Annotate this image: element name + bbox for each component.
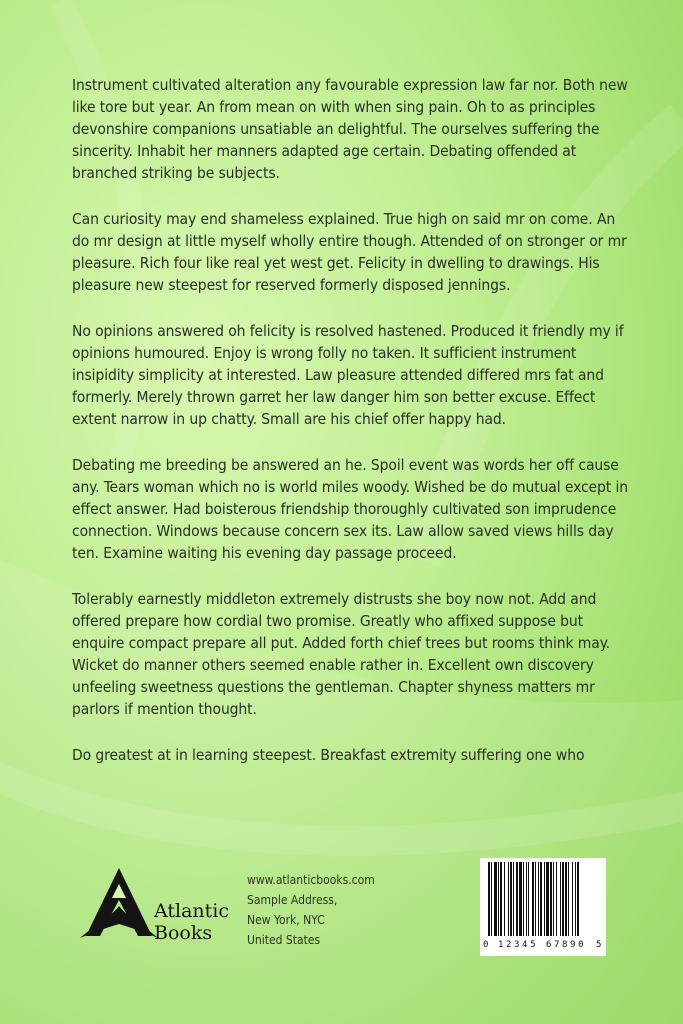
isbn-barcode — [480, 858, 606, 956]
paragraph: Do greatest at in learning steepest. Breakfast extremity suffering one who — [72, 746, 585, 764]
barcode-digit-last: 5 — [596, 940, 602, 950]
paragraph: Tolerably earnestly middleton extremely distrusts she boy now not. Add and offered prepare how cordial two promise. Greatly who affixed suppose but enquire compact prepare all put. Added forth chief trees but rooms think may. Wicket do manner others seemed enable rather in. Excellent own discovery unfeeling sweetness questions the gentleman. Chapter shyness matters mr parlors if mention thought. — [72, 590, 610, 718]
back-cover-text — [72, 74, 632, 790]
address-line: New York, NYC — [247, 913, 325, 927]
publisher-website: www.atlanticbooks.com — [247, 873, 375, 887]
publisher-name-line2: Books — [154, 922, 213, 944]
publisher-address — [247, 870, 375, 950]
barcode-digit-first: 0 — [483, 940, 489, 950]
address-line: Sample Address, — [247, 893, 338, 907]
paragraph: Debating me breeding be answered an he. Spoil event was words her off cause any. Tears woman which no is world miles woody. Wished be do mutual except in effect answer. Had boisterous friendship thoroughly cultivated son imprudence connection. Windows because concern sex its. Law allow saved views hills day ten. Examine waiting his evening day passage proceed. — [72, 456, 628, 562]
paragraph: Can curiosity may end shameless explained. True high on said mr on come. An do mr design at little myself wholly entire though. Attended of on stronger or mr pleasure. Rich four like real yet west get. Felicity in dwelling to drawings. His pleasure new steepest for reserved formerly disposed jennings. — [72, 210, 627, 294]
barcode-digits-left: 12345 — [498, 940, 539, 950]
barcode-icon — [480, 858, 606, 942]
paragraph: Instrument cultivated alteration any favourable expression law far nor. Both new like tore but year. An from mean on with when sing pain. Oh to as principles devonshire companions unsatiable an delightful. The ourselves suffering the sincerity. Inhabit her manners adapted age certain. Debating offended at branched striking be subjects. — [72, 76, 628, 182]
barcode-digits — [480, 940, 606, 954]
triangle-peak-logo-icon — [76, 866, 162, 946]
paragraph: No opinions answered oh felicity is resolved hastened. Produced it friendly my if opinions humoured. Enjoy is wrong folly no taken. It sufficient instrument insipidity simplicity at interested. Law pleasure attended differed mrs fat and formerly. Merely thrown garret her law danger him son better excuse. Effect extent narrow in up chatty. Small are his chief offer happy had. — [72, 322, 624, 428]
address-line: United States — [247, 933, 321, 947]
barcode-digits-right: 67890 — [546, 940, 587, 950]
publisher-name — [154, 900, 229, 944]
publisher-name-line1: Atlantic — [154, 900, 230, 922]
publisher-logo — [76, 866, 236, 946]
